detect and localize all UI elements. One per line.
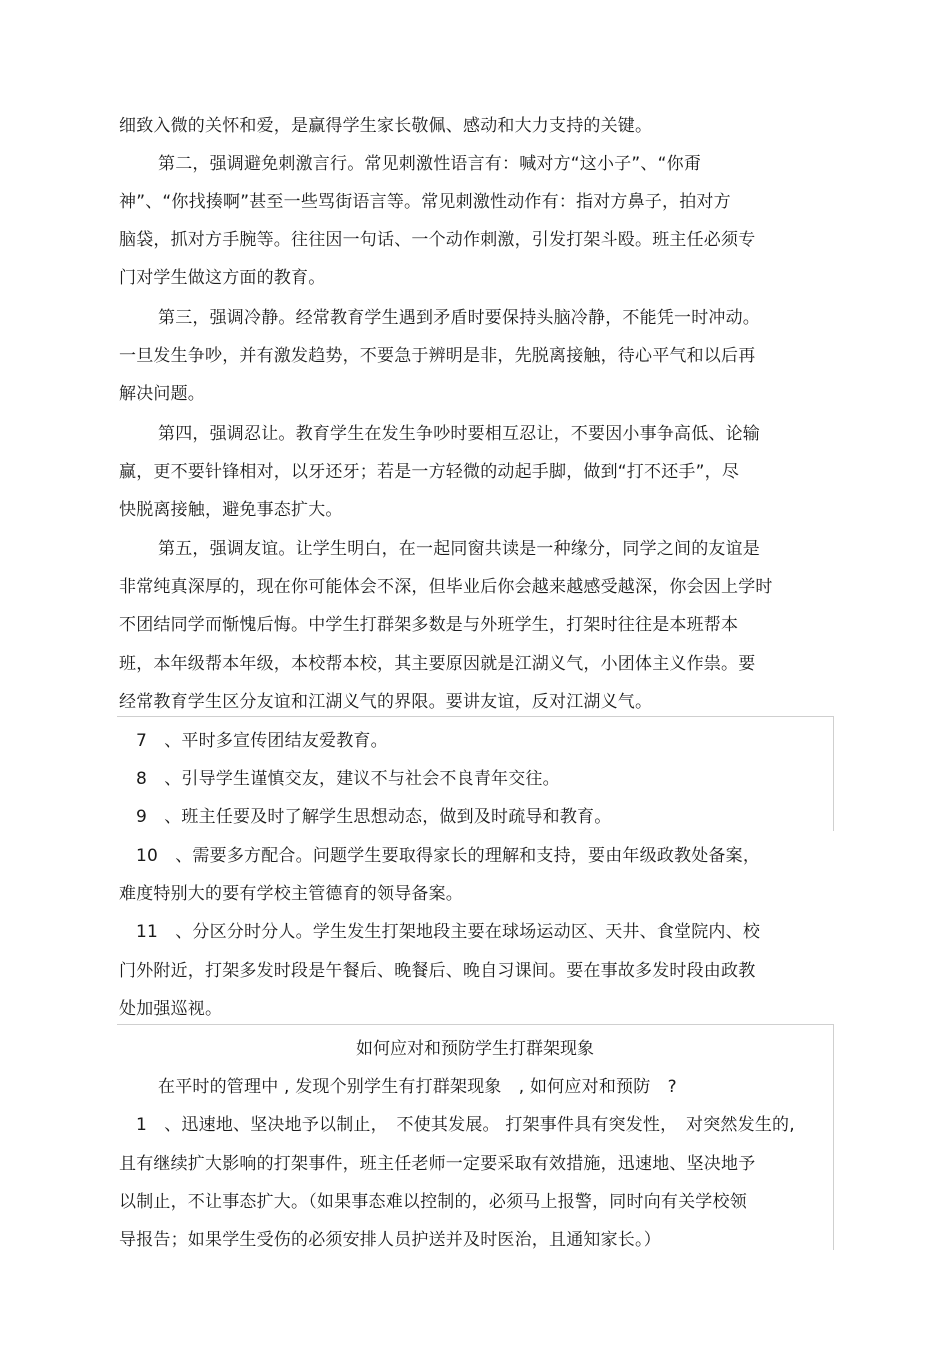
- paragraph-line: 脑袋，抓对方手腕等。往往因一句话、一个动作刺激，引发打架斗殴。班主任必须专: [119, 230, 756, 250]
- paragraph-line: 赢，更不要针锋相对，以牙还牙；若是一方轻微的动起手脚，做到“打不还手”，尽: [119, 462, 740, 482]
- paragraph-line: 在平时的管理中 , 发现个别学生有打群架现象 , 如何应对和预防 ?: [158, 1077, 677, 1097]
- paragraph-line: 导报告；如果学生受伤的必须安排人员护送并及时医治，且通知家长。）: [119, 1230, 661, 1250]
- paragraph-line: 第四，强调忍让。教育学生在发生争吵时要相互忍让，不要因小事争高低、论输: [158, 424, 760, 444]
- paragraph-line: 难度特别大的要有学校主管德育的领导备案。: [119, 884, 463, 904]
- paragraph-line: 门对学生做这方面的教育。: [119, 268, 326, 288]
- paragraph-line: 处加强巡视。: [119, 999, 223, 1019]
- divider-line: [117, 716, 834, 717]
- divider-line: [117, 1024, 834, 1025]
- paragraph-line: 门外附近，打架多发时段是午餐后、晚餐后、晚自习课间。要在事故多发时段由政教: [119, 961, 756, 981]
- list-item: 7 、平时多宣传团结友爱教育。: [136, 731, 388, 751]
- list-item: 11 、分区分时分人。学生发生打架地段主要在球场运动区、天井、食堂院内、校: [136, 922, 761, 942]
- list-item: 1 、迅速地、坚决地予以制止， 不使其发展。 打架事件具有突发性， 对突然发生的,: [136, 1115, 795, 1135]
- list-item: 9 、班主任要及时了解学生思想动态，做到及时疏导和教育。: [136, 807, 612, 827]
- section-title: 如何应对和预防学生打群架现象: [356, 1039, 594, 1059]
- paragraph-line: 第五，强调友谊。让学生明白，在一起同窗共读是一种缘分，同学之间的友谊是: [158, 539, 760, 559]
- paragraph-line: 一旦发生争吵，并有激发趋势，不要急于辨明是非，先脱离接触，待心平气和以后再: [119, 346, 756, 366]
- paragraph-line: 神”、“你找揍啊”甚至一些骂街语言等。常见刺激性动作有：指对方鼻子，拍对方: [119, 192, 731, 212]
- list-item: 8 、引导学生谨慎交友，建议不与社会不良青年交往。: [136, 769, 560, 789]
- divider-line: [833, 716, 834, 831]
- list-item: 10 、需要多方配合。问题学生要取得家长的理解和支持，要由年级政教处备案，: [136, 846, 761, 866]
- paragraph-line: 不团结同学而惭愧后悔。中学生打群架多数是与外班学生，打架时往往是本班帮本: [119, 615, 739, 635]
- paragraph-line: 第二，强调避免刺激言行。常见刺激性语言有：喊对方“这小子”、“你甭: [158, 154, 702, 174]
- paragraph-line: 班，本年级帮本年级，本校帮本校，其主要原因就是江湖义气，小团体主义作祟。要: [119, 654, 756, 674]
- paragraph-line: 以制止，不让事态扩大。（如果事态难以控制的，必须马上报警，同时向有关学校领: [119, 1192, 747, 1212]
- paragraph-line: 解决问题。: [119, 384, 205, 404]
- paragraph-line: 第三，强调冷静。经常教育学生遇到矛盾时要保持头脑冷静，不能凭一时冲动。: [158, 308, 760, 328]
- paragraph-line: 且有继续扩大影响的打架事件，班主任老师一定要采取有效措施，迅速地、坚决地予: [119, 1154, 756, 1174]
- paragraph-line: 细致入微的关怀和爱，是赢得学生家长敬佩、感动和大力支持的关键。: [119, 116, 653, 136]
- paragraph-line: 快脱离接触，避免事态扩大。: [119, 500, 343, 520]
- paragraph-line: 非常纯真深厚的，现在你可能体会不深，但毕业后你会越来越感受越深，你会因上学时: [119, 577, 773, 597]
- paragraph-line: 经常教育学生区分友谊和江湖义气的界限。要讲友谊，反对江湖义气。: [119, 692, 653, 712]
